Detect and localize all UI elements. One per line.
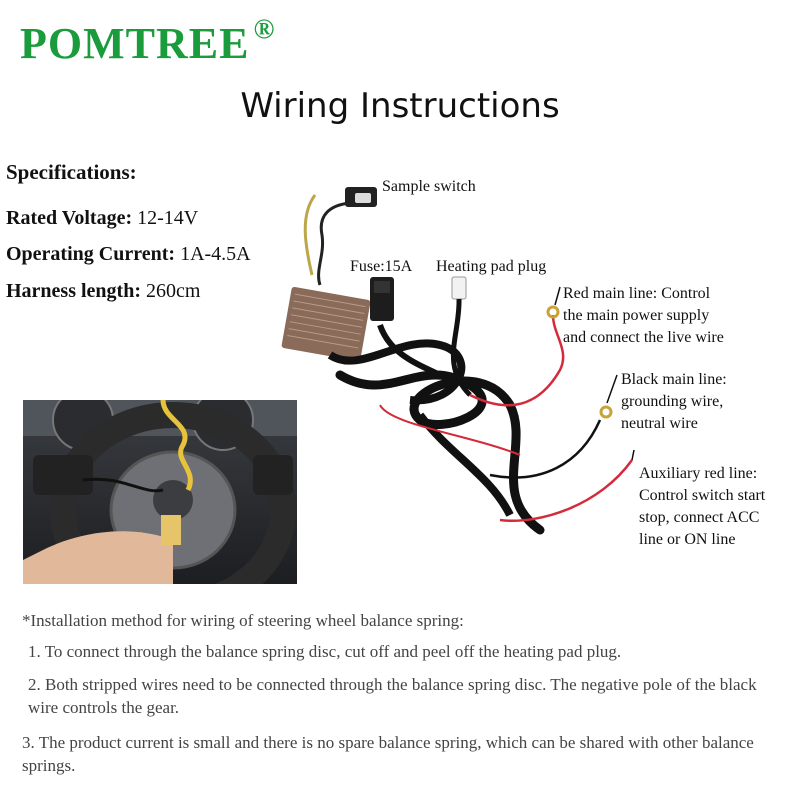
callout-line: neutral wire	[621, 415, 698, 432]
callout-sample-switch: Sample switch	[382, 178, 476, 195]
spec-value: 12-14V	[137, 207, 199, 229]
spec-value: 1A-4.5A	[180, 243, 251, 265]
brand-logo	[20, 14, 276, 69]
wiring-harness-illustration	[270, 175, 640, 555]
callout-line: Red main line: Control	[563, 285, 711, 302]
callout-line: line or ON line	[639, 531, 736, 548]
callout-auxiliary-red-line	[639, 463, 765, 551]
spec-label: Operating Current:	[6, 243, 176, 265]
notes-step-1: 1. To connect through the balance spring disc, cut off and peel off the heating pad plug.	[28, 642, 622, 661]
callout-black-main-line	[621, 369, 727, 435]
steering-wheel-photo	[23, 400, 297, 584]
specs-heading: Specifications:	[6, 160, 137, 184]
registered-mark: ®	[253, 14, 276, 46]
callout-line: Control switch start	[639, 487, 766, 504]
notes-intro: *Installation method for wiring of steering wheel balance spring:	[22, 611, 464, 630]
spec-label: Rated Voltage:	[6, 207, 133, 229]
callout-line: grounding wire,	[621, 393, 724, 410]
brand-name: POMTREE	[20, 19, 250, 68]
callout-line: Auxiliary red line:	[639, 465, 758, 482]
callout-line: and connect the live wire	[563, 329, 724, 346]
callout-fuse: Fuse:15A	[350, 258, 413, 275]
notes-step-3: 3. The product current is small and there is no spare balance spring, which can be shared with other balance springs.	[22, 733, 754, 775]
callout-line: Black main line:	[621, 371, 727, 388]
spec-value: 260cm	[146, 280, 201, 302]
callout-heating-pad-plug: Heating pad plug	[436, 258, 547, 275]
callout-line: the main power supply	[563, 307, 710, 324]
spec-rated-voltage	[6, 207, 198, 230]
callout-red-main-line	[563, 283, 724, 349]
notes-step-2: 2. Both stripped wires need to be connected through the balance spring disc. The negative pole of the black wire controls the gear.	[28, 675, 757, 717]
spec-operating-current	[6, 243, 251, 266]
callout-line: stop, connect ACC	[639, 509, 760, 526]
page-title: Wiring Instructions	[240, 86, 560, 126]
spec-harness-length	[6, 280, 200, 303]
spec-label: Harness length:	[6, 280, 141, 302]
